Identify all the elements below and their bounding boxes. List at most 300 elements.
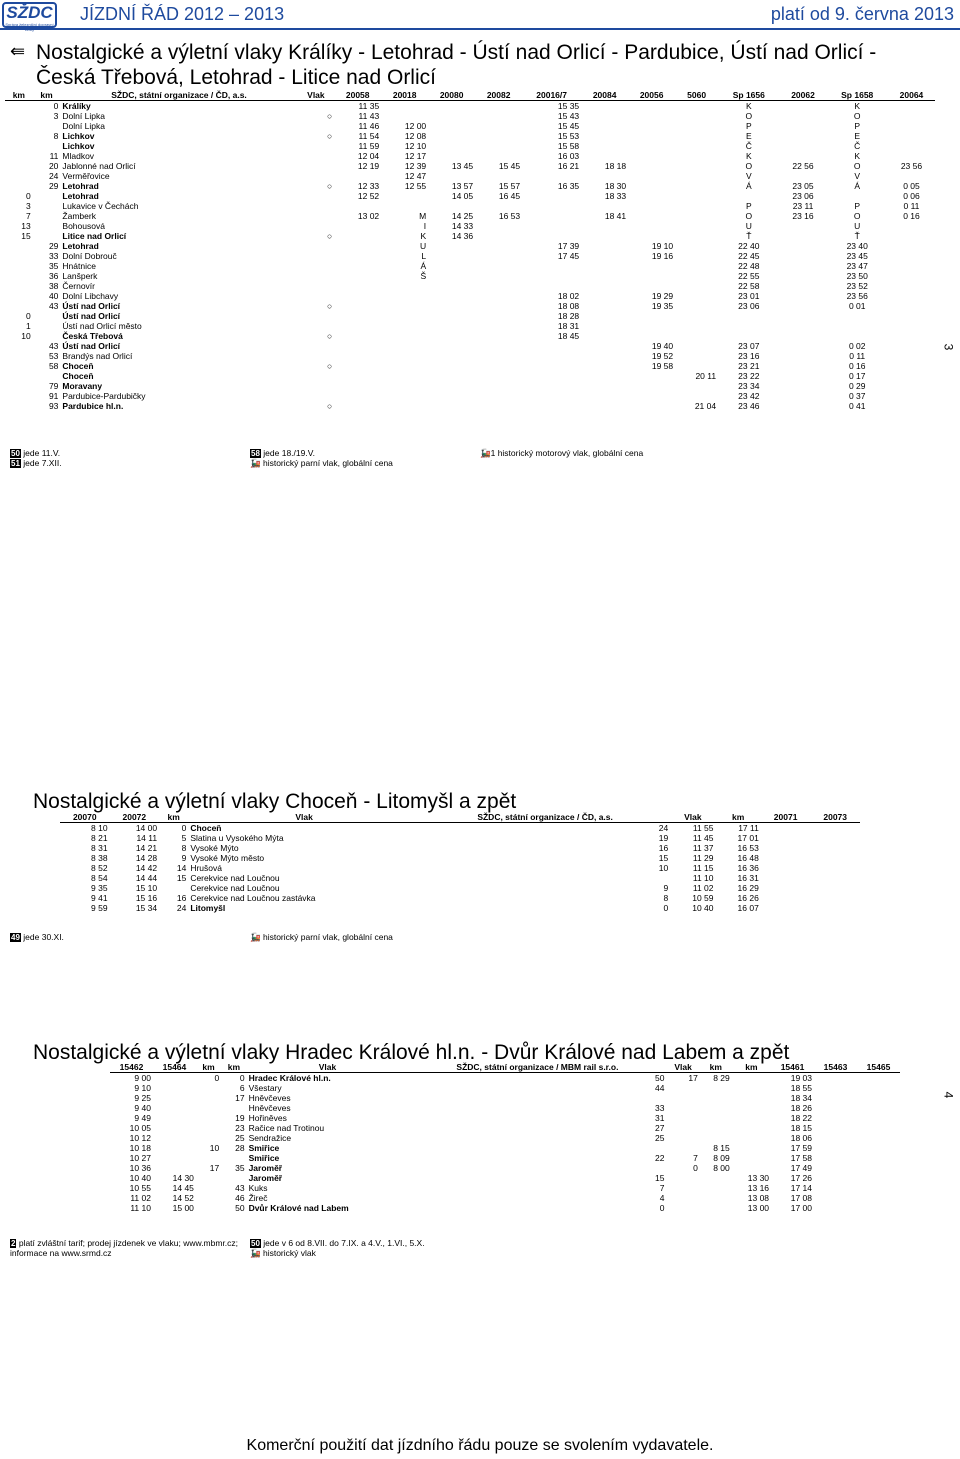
- note-50: 50 jede 11.V.: [11, 448, 61, 458]
- table-cell: [153, 1123, 196, 1133]
- table-cell: [475, 321, 522, 331]
- table-cell: 18 02: [557, 291, 580, 301]
- station-name: Račice nad Trotinou: [248, 1123, 325, 1133]
- table-cell: [5, 151, 33, 161]
- note-steam: 🚂 historický parní vlak, globální cena: [250, 458, 393, 468]
- table-cell: 11 54: [358, 131, 380, 141]
- station-name: Lukavice v Čechách: [62, 201, 139, 211]
- column-header: km: [716, 812, 761, 823]
- column-header: km: [700, 1062, 732, 1073]
- table-cell: 0 41: [848, 401, 866, 411]
- table-cell: 15: [658, 853, 669, 863]
- station-name: Cerekvice nad Loučnou zastávka: [190, 893, 316, 903]
- table-cell: [675, 271, 718, 281]
- table-cell: [581, 361, 628, 371]
- table-cell: [666, 1113, 699, 1123]
- station-name: Černovír: [62, 281, 95, 291]
- table-cell: [381, 401, 428, 411]
- table-cell: [428, 401, 475, 411]
- table-cell: [700, 1083, 732, 1093]
- table-row: [110, 1103, 900, 1113]
- table-cell: 9 59: [91, 903, 108, 913]
- table-cell: 23 07: [738, 341, 760, 351]
- table-cell: [581, 351, 628, 361]
- table-cell: 11 02: [130, 1193, 151, 1203]
- table-cell: 12 17: [404, 151, 427, 161]
- table-cell: 15 10: [135, 883, 158, 893]
- table-cell: 13 02: [357, 211, 380, 221]
- table-cell: [732, 1153, 771, 1163]
- table-cell: [780, 281, 827, 291]
- station-name: Dolní Lipka: [62, 111, 105, 121]
- table-cell: [780, 341, 827, 351]
- table-row: [5, 391, 935, 401]
- table-row: [5, 311, 935, 321]
- table-cell: [334, 281, 381, 291]
- table-cell: [475, 251, 522, 261]
- table-cell: 19 29: [651, 291, 674, 301]
- table-cell: [298, 161, 335, 171]
- table-cell: 10 05: [129, 1123, 151, 1133]
- table-cell: [298, 341, 335, 351]
- table-row: [110, 1153, 900, 1163]
- table-cell: [628, 121, 675, 131]
- table-cell: [628, 371, 675, 381]
- station-name: Ústí nad Orlicí: [62, 311, 121, 321]
- table-cell: [628, 391, 675, 401]
- table-cell: [153, 1093, 196, 1103]
- table-cell: 44: [654, 1083, 665, 1093]
- table-cell: [780, 401, 827, 411]
- table-cell: 9 41: [91, 893, 108, 903]
- table-cell: [780, 131, 827, 141]
- table-cell: 11 37: [692, 843, 714, 853]
- table-cell: 33: [654, 1103, 665, 1113]
- table-cell: 23 01: [738, 291, 760, 301]
- table-cell: [675, 171, 718, 181]
- table-cell: 11: [49, 151, 59, 161]
- column-header: km: [221, 1062, 246, 1073]
- column-header: 5060: [675, 90, 718, 101]
- table-cell: [780, 361, 827, 371]
- table-cell: [628, 331, 675, 341]
- table-cell: 10: [658, 863, 669, 873]
- table-cell: [5, 171, 33, 181]
- column-header: Vlak: [666, 1062, 699, 1073]
- table-cell: 10 12: [129, 1133, 151, 1143]
- table-cell: 11 15: [692, 863, 714, 873]
- table-cell: 17: [235, 1093, 245, 1103]
- table-cell: [196, 1183, 221, 1193]
- table-cell: [888, 141, 935, 151]
- table-cell: [581, 121, 628, 131]
- table-cell: [334, 291, 381, 301]
- table-cell: [196, 1153, 221, 1163]
- table-cell: 31: [654, 1113, 665, 1123]
- table-cell: 35: [48, 261, 59, 271]
- table-cell: [675, 111, 718, 121]
- station-name: Králíky: [62, 101, 91, 111]
- table-cell: 8 15: [713, 1143, 730, 1153]
- table-cell: [334, 171, 381, 181]
- table-cell: 5: [181, 833, 187, 843]
- table-cell: [888, 241, 935, 251]
- table-row: [5, 181, 935, 191]
- table-cell: 0: [25, 311, 31, 321]
- table-cell: 19 35: [651, 301, 674, 311]
- section2-table: [60, 812, 860, 913]
- table-cell: 19 40: [651, 341, 674, 351]
- station-name: Všestary: [248, 1083, 282, 1093]
- table-cell: [298, 101, 335, 112]
- table-cell: ○: [327, 231, 333, 241]
- note-58: 58 jede 18./19.V.: [251, 448, 315, 458]
- table-cell: [780, 381, 827, 391]
- table-cell: 11 43: [358, 111, 380, 121]
- table-cell: 15 35: [557, 101, 580, 111]
- table-cell: ○: [327, 181, 333, 191]
- station-name: Mladkov: [62, 151, 95, 161]
- station-name: Česká Třebová: [62, 331, 123, 341]
- table-cell: 23 56: [900, 161, 923, 171]
- station-name: Choceň: [62, 361, 94, 371]
- table-cell: 13 30: [747, 1173, 770, 1183]
- table-cell: [675, 301, 718, 311]
- table-cell: [780, 241, 827, 251]
- table-cell: [153, 1103, 196, 1113]
- table-cell: [5, 351, 33, 361]
- table-cell: [675, 131, 718, 141]
- table-cell: 16: [658, 843, 669, 853]
- table-row: [110, 1113, 900, 1123]
- table-row: [60, 863, 860, 873]
- table-cell: [888, 391, 935, 401]
- station-name: Letohrad: [62, 191, 99, 201]
- table-cell: [475, 351, 522, 361]
- table-cell: ○: [327, 361, 333, 371]
- table-cell: V: [745, 171, 752, 181]
- table-cell: [428, 201, 475, 211]
- table-cell: 15: [654, 1173, 665, 1183]
- station-name: Vysoké Mýto město: [190, 853, 265, 863]
- valid-from: platí od 9. června 2013: [770, 4, 954, 24]
- table-cell: [666, 1193, 699, 1203]
- table-cell: [675, 221, 718, 231]
- table-cell: [628, 201, 675, 211]
- table-cell: [298, 291, 335, 301]
- table-cell: [675, 151, 718, 161]
- station-name: Litomyšl: [190, 903, 226, 913]
- table-cell: 29: [48, 241, 59, 251]
- table-cell: K: [854, 101, 861, 111]
- table-cell: [33, 321, 61, 331]
- station-name: Lichkov: [62, 131, 95, 141]
- table-row: [110, 1133, 900, 1143]
- station-name: Letohrad: [62, 181, 99, 191]
- table-cell: [5, 141, 33, 151]
- table-cell: [780, 351, 827, 361]
- note-steam-2: 🚂 historický parní vlak, globální cena: [250, 932, 393, 942]
- table-cell: [718, 311, 779, 321]
- table-cell: 19: [658, 833, 669, 843]
- column-header: 20018: [381, 90, 428, 101]
- table-row: [60, 903, 860, 913]
- table-cell: U: [745, 221, 752, 231]
- table-cell: [780, 261, 827, 271]
- table-cell: 16 03: [557, 151, 580, 161]
- table-cell: 11 46: [358, 121, 380, 131]
- table-cell: [888, 221, 935, 231]
- table-cell: 17 49: [790, 1163, 812, 1173]
- table-cell: [298, 371, 335, 381]
- table-cell: [381, 111, 428, 121]
- table-row: [5, 201, 935, 211]
- section3-title: Nostalgické a výletní vlaky Hradec Králové hl.n. - Dvůr Králové nad Labem a zpět: [33, 1041, 790, 1064]
- table-cell: 9 49: [134, 1113, 151, 1123]
- table-cell: [666, 1083, 699, 1093]
- table-row: [60, 883, 860, 893]
- note-51: 51 jede 7.XII.: [11, 458, 62, 468]
- table-cell: [298, 151, 335, 161]
- table-cell: [428, 351, 475, 361]
- table-cell: 15: [176, 873, 187, 883]
- table-row: [60, 843, 860, 853]
- table-cell: [888, 171, 935, 181]
- table-cell: Á: [854, 181, 861, 191]
- station-name: Cerekvice nad Loučnou: [190, 873, 280, 883]
- table-cell: [700, 1173, 732, 1183]
- column-header: km: [5, 90, 33, 101]
- table-cell: 38: [48, 281, 59, 291]
- back-arrow-icon[interactable]: ⇚: [10, 41, 26, 61]
- table-cell: [666, 1183, 699, 1193]
- table-cell: [732, 1103, 771, 1113]
- table-cell: [666, 1123, 699, 1133]
- table-cell: 14 30: [172, 1173, 194, 1183]
- table-cell: [196, 1113, 221, 1123]
- table-cell: 18 28: [557, 311, 580, 321]
- table-cell: 23 11: [792, 201, 814, 211]
- table-cell: 8 38: [91, 853, 108, 863]
- table-cell: [428, 391, 475, 401]
- table-cell: [581, 331, 628, 341]
- table-cell: 13 57: [451, 181, 474, 191]
- table-cell: [428, 251, 475, 261]
- table-cell: [475, 381, 522, 391]
- table-cell: 22: [654, 1153, 665, 1163]
- table-cell: [675, 191, 718, 201]
- table-cell: [675, 181, 718, 191]
- table-cell: 22 40: [738, 241, 760, 251]
- table-cell: [700, 1183, 732, 1193]
- table-row: [5, 361, 935, 371]
- section2-title: Nostalgické a výletní vlaky Choceň - Litomyšl a zpět: [33, 790, 517, 813]
- table-cell: 24: [48, 171, 59, 181]
- table-cell: [888, 151, 935, 161]
- table-row: [5, 291, 935, 301]
- table-cell: 0: [239, 1073, 245, 1083]
- page-number-4: 4: [941, 1091, 956, 1099]
- table-cell: [628, 281, 675, 291]
- column-header: 20084: [581, 90, 628, 101]
- table-cell: [700, 1203, 732, 1213]
- table-cell: [628, 141, 675, 151]
- table-cell: [888, 251, 935, 261]
- table-row: [5, 251, 935, 261]
- table-cell: [581, 171, 628, 181]
- table-cell: [475, 271, 522, 281]
- station-name: Hrušová: [190, 863, 222, 873]
- table-cell: [628, 161, 675, 171]
- table-cell: 13 08: [747, 1193, 770, 1203]
- table-cell: [675, 361, 718, 371]
- table-cell: [888, 131, 935, 141]
- table-cell: 7: [693, 1153, 698, 1163]
- table-cell: U: [854, 221, 861, 231]
- table-cell: ○: [327, 401, 333, 411]
- table-cell: Á: [745, 181, 752, 191]
- table-cell: [888, 401, 935, 411]
- table-cell: 12 10: [404, 141, 427, 151]
- table-cell: 14 21: [135, 843, 158, 853]
- table-cell: Č: [745, 141, 752, 151]
- table-cell: 14 00: [135, 823, 158, 833]
- table-cell: 8 52: [91, 863, 108, 873]
- table-cell: 18 34: [790, 1093, 812, 1103]
- table-cell: [298, 271, 335, 281]
- table-cell: [5, 341, 33, 351]
- table-cell: 16 45: [498, 191, 521, 201]
- table-cell: 23 50: [846, 271, 868, 281]
- table-cell: [888, 301, 935, 311]
- table-cell: [5, 261, 33, 271]
- table-cell: [428, 171, 475, 181]
- table-cell: [780, 221, 827, 231]
- table-cell: 9 40: [134, 1103, 151, 1113]
- column-header: 20056: [628, 90, 675, 101]
- table-cell: [334, 351, 381, 361]
- table-cell: [5, 251, 33, 261]
- table-cell: [221, 1173, 246, 1183]
- table-row: [5, 261, 935, 271]
- table-cell: [675, 381, 718, 391]
- table-cell: 22 45: [738, 251, 760, 261]
- table-cell: 46: [235, 1193, 245, 1203]
- table-cell: [780, 371, 827, 381]
- table-cell: [628, 381, 675, 391]
- table-cell: 8 29: [713, 1073, 730, 1083]
- table-row: [60, 873, 860, 883]
- table-cell: 17 59: [790, 1143, 812, 1153]
- table-cell: 23 34: [738, 381, 760, 391]
- table-cell: 8 10: [91, 823, 108, 833]
- table-cell: 53: [48, 351, 59, 361]
- table-cell: [675, 351, 718, 361]
- column-header: SŽDC, státní organizace / MBM rail s.r.o.: [408, 1062, 666, 1073]
- table-cell: 33: [48, 251, 59, 261]
- table-cell: [780, 271, 827, 281]
- station-name: Hněvčeves: [248, 1093, 291, 1103]
- table-cell: [5, 291, 33, 301]
- table-cell: 24: [658, 823, 669, 833]
- table-cell: [628, 211, 675, 221]
- table-cell: 14 44: [135, 873, 158, 883]
- station-name: Jaroměř: [248, 1163, 283, 1173]
- table-cell: [581, 151, 628, 161]
- table-cell: [628, 321, 675, 331]
- table-cell: P: [745, 121, 752, 131]
- table-cell: 0: [663, 903, 669, 913]
- table-row: [110, 1183, 900, 1193]
- table-cell: [780, 141, 827, 151]
- table-cell: [475, 231, 522, 241]
- table-row: [5, 191, 935, 201]
- table-cell: 8 00: [713, 1163, 730, 1173]
- table-cell: [581, 391, 628, 401]
- table-cell: [675, 121, 718, 131]
- table-cell: 17 01: [737, 833, 759, 843]
- station-name: Lichkov: [62, 141, 95, 151]
- table-cell: 8 54: [91, 873, 108, 883]
- table-cell: 14 42: [135, 863, 158, 873]
- table-cell: 22 56: [792, 161, 814, 171]
- table-cell: [675, 281, 718, 291]
- table-cell: 18 06: [790, 1133, 812, 1143]
- column-header: Vlak: [670, 812, 715, 823]
- table-cell: [718, 321, 779, 331]
- table-cell: 0: [659, 1203, 665, 1213]
- table-cell: [420, 873, 670, 883]
- table-cell: [666, 1203, 699, 1213]
- table-cell: 16 36: [737, 863, 759, 873]
- table-cell: 19 10: [651, 241, 674, 251]
- table-cell: 0: [693, 1163, 698, 1173]
- station-name: Dolní Lipka: [62, 121, 105, 131]
- table-cell: [298, 191, 335, 201]
- table-cell: 16 07: [737, 903, 759, 913]
- table-row: [110, 1073, 900, 1084]
- table-cell: [522, 341, 581, 351]
- table-cell: [827, 311, 888, 321]
- table-cell: 23 22: [738, 371, 760, 381]
- column-header: 20064: [888, 90, 935, 101]
- station-name: Slatina u Vysokého Mýta: [190, 833, 284, 843]
- table-cell: [33, 221, 61, 231]
- table-cell: [628, 261, 675, 271]
- column-header: 15463: [814, 1062, 857, 1073]
- table-cell: [522, 201, 581, 211]
- table-cell: [732, 1073, 771, 1084]
- table-cell: K: [745, 101, 752, 111]
- station-name: Sendražice: [248, 1133, 292, 1143]
- table-cell: [153, 1143, 196, 1153]
- station-name: Jaroměř: [248, 1173, 283, 1183]
- table-row: [5, 111, 935, 121]
- table-cell: [428, 241, 475, 251]
- table-cell: M: [419, 211, 427, 221]
- column-header: Sp 1656: [718, 90, 779, 101]
- station-name: Smiřice: [248, 1153, 280, 1163]
- table-cell: 19 52: [651, 351, 674, 361]
- table-cell: [428, 301, 475, 311]
- table-cell: [780, 301, 827, 311]
- table-cell: 11 10: [130, 1203, 151, 1213]
- table-cell: [827, 331, 888, 341]
- table-cell: 35: [235, 1163, 245, 1173]
- table-cell: [381, 331, 428, 341]
- table-cell: [780, 311, 827, 321]
- table-cell: 23 21: [738, 361, 760, 371]
